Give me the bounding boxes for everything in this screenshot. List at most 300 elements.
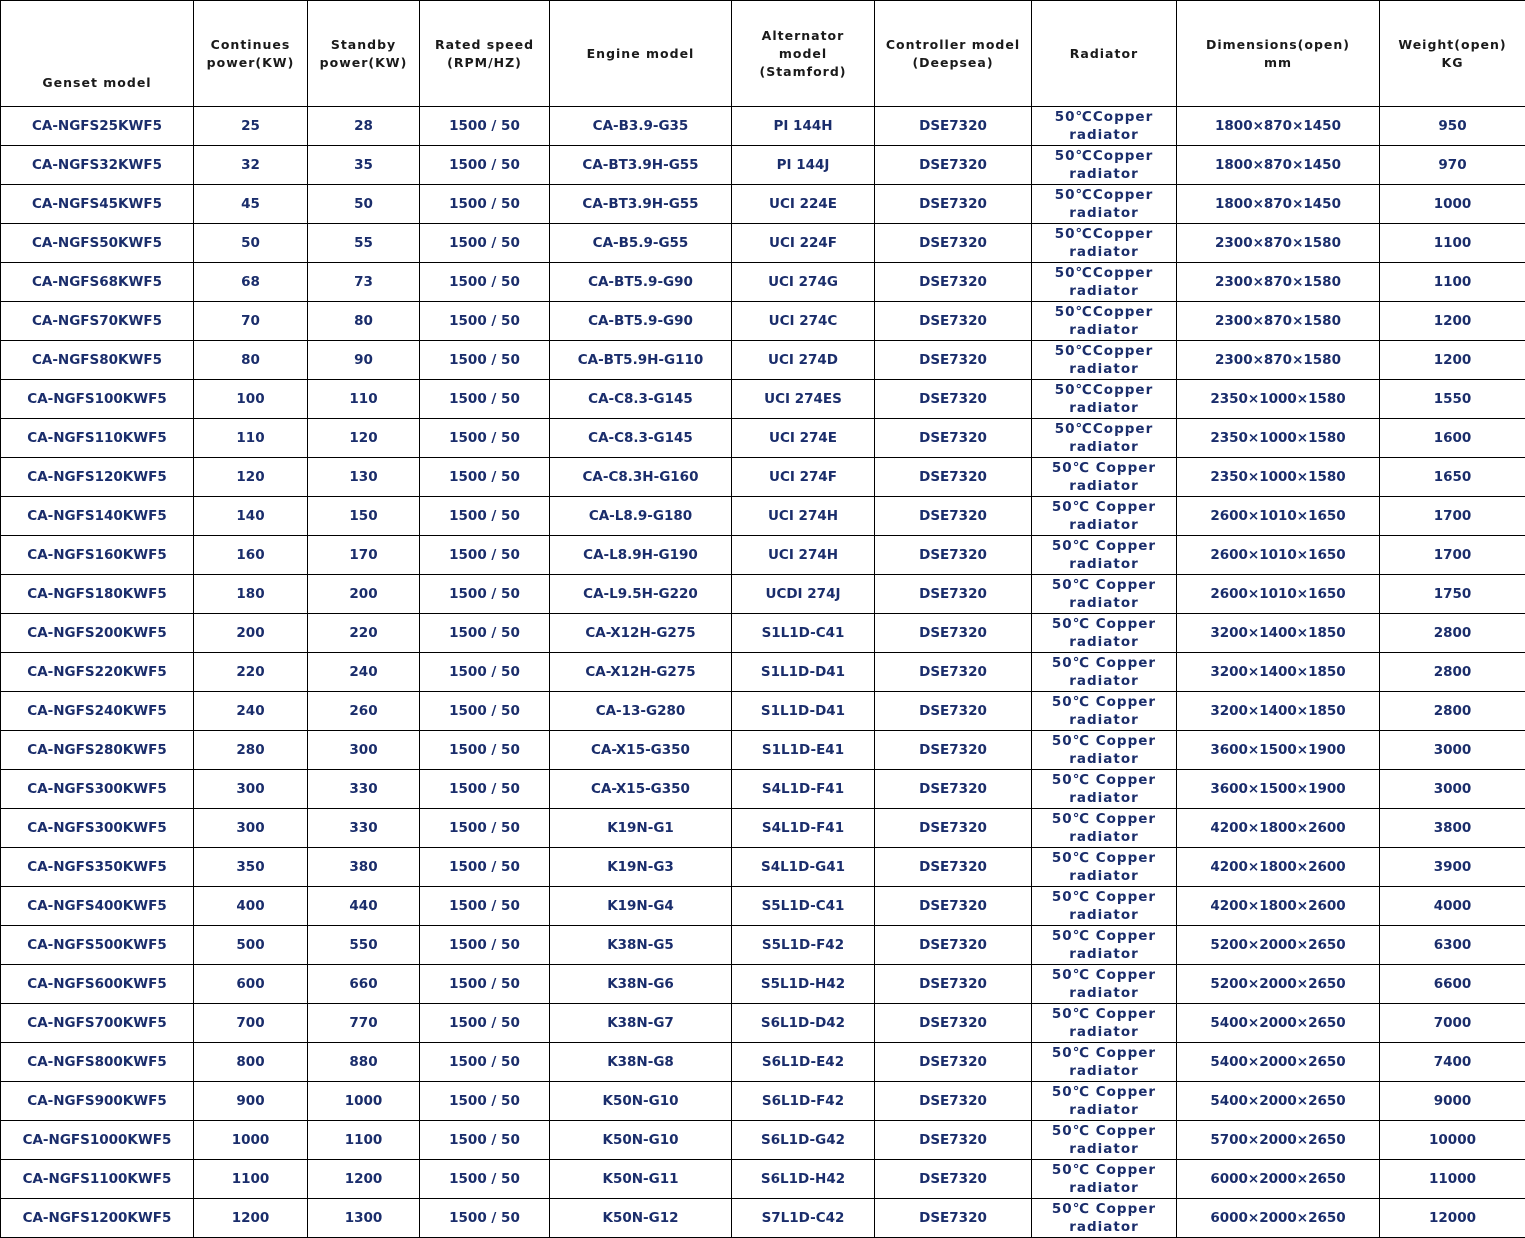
table-row <box>1 341 1525 380</box>
cell-radiator: 50℃ Copper radiator <box>1032 1004 1177 1043</box>
cell-alternator-model: UCI 274E <box>732 419 875 458</box>
cell-rated-speed: 1500 / 50 <box>420 497 550 536</box>
cell-radiator: 50℃ Copper radiator <box>1032 1043 1177 1082</box>
cell-controller-model: DSE7320 <box>875 224 1032 263</box>
cell-continues-power: 350 <box>194 848 308 887</box>
cell-genset-model: CA-NGFS280KWF5 <box>1 731 194 770</box>
cell-dimensions: 1800×870×1450 <box>1177 146 1380 185</box>
table-row <box>1 653 1525 692</box>
cell-dimensions: 5400×2000×2650 <box>1177 1043 1380 1082</box>
cell-controller-model: DSE7320 <box>875 185 1032 224</box>
cell-dimensions: 5400×2000×2650 <box>1177 1082 1380 1121</box>
cell-radiator: 50℃Copper radiator <box>1032 380 1177 419</box>
cell-alternator-model: S4L1D-F41 <box>732 809 875 848</box>
cell-weight: 950 <box>1380 107 1525 146</box>
cell-controller-model: DSE7320 <box>875 770 1032 809</box>
cell-alternator-model: UCI 274G <box>732 263 875 302</box>
table-row <box>1 1082 1525 1121</box>
table-row <box>1 731 1525 770</box>
cell-standby-power: 440 <box>308 887 420 926</box>
cell-weight: 3800 <box>1380 809 1525 848</box>
cell-controller-model: DSE7320 <box>875 614 1032 653</box>
table-row <box>1 380 1525 419</box>
cell-standby-power: 150 <box>308 497 420 536</box>
cell-weight: 7400 <box>1380 1043 1525 1082</box>
cell-controller-model: DSE7320 <box>875 107 1032 146</box>
cell-radiator: 50℃ Copper radiator <box>1032 887 1177 926</box>
table-row <box>1 848 1525 887</box>
cell-radiator: 50℃ Copper radiator <box>1032 848 1177 887</box>
table-row <box>1 1043 1525 1082</box>
table-row <box>1 107 1525 146</box>
cell-rated-speed: 1500 / 50 <box>420 1160 550 1199</box>
cell-standby-power: 220 <box>308 614 420 653</box>
cell-alternator-model: S5L1D-H42 <box>732 965 875 1004</box>
cell-continues-power: 220 <box>194 653 308 692</box>
cell-engine-model: CA-X15-G350 <box>550 731 732 770</box>
cell-radiator: 50℃ Copper radiator <box>1032 653 1177 692</box>
cell-continues-power: 900 <box>194 1082 308 1121</box>
cell-genset-model: CA-NGFS100KWF5 <box>1 380 194 419</box>
cell-alternator-model: S1L1D-C41 <box>732 614 875 653</box>
cell-alternator-model: PI 144J <box>732 146 875 185</box>
cell-continues-power: 1200 <box>194 1199 308 1238</box>
header-controller-model-line1: Controller model <box>875 36 1031 54</box>
cell-engine-model: CA-X15-G350 <box>550 770 732 809</box>
cell-rated-speed: 1500 / 50 <box>420 536 550 575</box>
header-weight-line1: Weight(open) <box>1380 36 1525 54</box>
cell-continues-power: 240 <box>194 692 308 731</box>
cell-rated-speed: 1500 / 50 <box>420 1121 550 1160</box>
header-continues-power-line2: power(KW) <box>194 54 307 72</box>
cell-alternator-model: S7L1D-C42 <box>732 1199 875 1238</box>
cell-dimensions: 1800×870×1450 <box>1177 107 1380 146</box>
cell-engine-model: K50N-G10 <box>550 1121 732 1160</box>
cell-continues-power: 120 <box>194 458 308 497</box>
cell-engine-model: CA-BT3.9H-G55 <box>550 146 732 185</box>
cell-rated-speed: 1500 / 50 <box>420 458 550 497</box>
cell-rated-speed: 1500 / 50 <box>420 887 550 926</box>
table-row <box>1 1199 1525 1238</box>
header-rated-speed-line2: (RPM/HZ) <box>420 54 549 72</box>
cell-genset-model: CA-NGFS400KWF5 <box>1 887 194 926</box>
cell-standby-power: 1000 <box>308 1082 420 1121</box>
table-row <box>1 263 1525 302</box>
cell-engine-model: CA-X12H-G275 <box>550 614 732 653</box>
cell-dimensions: 5400×2000×2650 <box>1177 1004 1380 1043</box>
cell-weight: 1200 <box>1380 341 1525 380</box>
cell-dimensions: 3200×1400×1850 <box>1177 614 1380 653</box>
cell-radiator: 50℃Copper radiator <box>1032 302 1177 341</box>
cell-alternator-model: UCI 274F <box>732 458 875 497</box>
cell-standby-power: 35 <box>308 146 420 185</box>
cell-controller-model: DSE7320 <box>875 419 1032 458</box>
cell-controller-model: DSE7320 <box>875 848 1032 887</box>
cell-controller-model: DSE7320 <box>875 1199 1032 1238</box>
cell-controller-model: DSE7320 <box>875 1043 1032 1082</box>
cell-rated-speed: 1500 / 50 <box>420 341 550 380</box>
header-continues-power-line1: Continues <box>194 36 307 54</box>
cell-alternator-model: S1L1D-D41 <box>732 692 875 731</box>
cell-dimensions: 3600×1500×1900 <box>1177 731 1380 770</box>
cell-standby-power: 550 <box>308 926 420 965</box>
cell-genset-model: CA-NGFS800KWF5 <box>1 1043 194 1082</box>
cell-engine-model: CA-BT5.9H-G110 <box>550 341 732 380</box>
cell-controller-model: DSE7320 <box>875 380 1032 419</box>
table-row <box>1 809 1525 848</box>
table-row <box>1 146 1525 185</box>
cell-weight: 1700 <box>1380 536 1525 575</box>
cell-engine-model: CA-BT3.9H-G55 <box>550 185 732 224</box>
header-standby-power-line1: Standby <box>308 36 419 54</box>
cell-controller-model: DSE7320 <box>875 1082 1032 1121</box>
cell-genset-model: CA-NGFS220KWF5 <box>1 653 194 692</box>
cell-alternator-model: S5L1D-C41 <box>732 887 875 926</box>
cell-radiator: 50℃ Copper radiator <box>1032 770 1177 809</box>
cell-controller-model: DSE7320 <box>875 809 1032 848</box>
cell-dimensions: 2300×870×1580 <box>1177 224 1380 263</box>
cell-alternator-model: S5L1D-F42 <box>732 926 875 965</box>
cell-weight: 1100 <box>1380 263 1525 302</box>
cell-continues-power: 600 <box>194 965 308 1004</box>
cell-rated-speed: 1500 / 50 <box>420 1043 550 1082</box>
cell-radiator: 50℃Copper radiator <box>1032 224 1177 263</box>
cell-genset-model: CA-NGFS70KWF5 <box>1 302 194 341</box>
cell-rated-speed: 1500 / 50 <box>420 224 550 263</box>
cell-alternator-model: UCI 274C <box>732 302 875 341</box>
cell-controller-model: DSE7320 <box>875 146 1032 185</box>
cell-controller-model: DSE7320 <box>875 1004 1032 1043</box>
cell-dimensions: 2350×1000×1580 <box>1177 380 1380 419</box>
cell-rated-speed: 1500 / 50 <box>420 653 550 692</box>
cell-controller-model: DSE7320 <box>875 458 1032 497</box>
cell-weight: 2800 <box>1380 614 1525 653</box>
cell-continues-power: 500 <box>194 926 308 965</box>
cell-standby-power: 120 <box>308 419 420 458</box>
header-alternator-model-line1: Alternator <box>732 27 874 45</box>
cell-controller-model: DSE7320 <box>875 341 1032 380</box>
table-row <box>1 497 1525 536</box>
cell-dimensions: 6000×2000×2650 <box>1177 1199 1380 1238</box>
cell-engine-model: K38N-G8 <box>550 1043 732 1082</box>
header-radiator <box>1032 1 1177 107</box>
cell-standby-power: 200 <box>308 575 420 614</box>
cell-rated-speed: 1500 / 50 <box>420 692 550 731</box>
cell-continues-power: 140 <box>194 497 308 536</box>
cell-genset-model: CA-NGFS110KWF5 <box>1 419 194 458</box>
table-row <box>1 926 1525 965</box>
cell-radiator: 50℃Copper radiator <box>1032 341 1177 380</box>
cell-genset-model: CA-NGFS200KWF5 <box>1 614 194 653</box>
cell-dimensions: 4200×1800×2600 <box>1177 887 1380 926</box>
cell-radiator: 50℃Copper radiator <box>1032 107 1177 146</box>
table-row <box>1 887 1525 926</box>
cell-continues-power: 1000 <box>194 1121 308 1160</box>
header-continues-power <box>194 1 308 107</box>
cell-engine-model: CA-L9.5H-G220 <box>550 575 732 614</box>
cell-radiator: 50℃ Copper radiator <box>1032 497 1177 536</box>
cell-alternator-model: S6L1D-H42 <box>732 1160 875 1199</box>
header-radiator-label: Radiator <box>1070 46 1138 61</box>
cell-dimensions: 2350×1000×1580 <box>1177 458 1380 497</box>
cell-dimensions: 3200×1400×1850 <box>1177 653 1380 692</box>
cell-alternator-model: UCI 274H <box>732 536 875 575</box>
header-rated-speed-line1: Rated speed <box>420 36 549 54</box>
cell-dimensions: 5200×2000×2650 <box>1177 965 1380 1004</box>
cell-radiator: 50℃ Copper radiator <box>1032 1082 1177 1121</box>
cell-genset-model: CA-NGFS500KWF5 <box>1 926 194 965</box>
cell-engine-model: K19N-G4 <box>550 887 732 926</box>
header-genset-model <box>1 1 194 107</box>
cell-controller-model: DSE7320 <box>875 926 1032 965</box>
cell-continues-power: 700 <box>194 1004 308 1043</box>
cell-engine-model: K38N-G7 <box>550 1004 732 1043</box>
cell-continues-power: 160 <box>194 536 308 575</box>
header-weight-line2: KG <box>1380 54 1525 72</box>
cell-rated-speed: 1500 / 50 <box>420 302 550 341</box>
header-dimensions-line1: Dimensions(open) <box>1177 36 1379 54</box>
cell-dimensions: 6000×2000×2650 <box>1177 1160 1380 1199</box>
cell-dimensions: 5200×2000×2650 <box>1177 926 1380 965</box>
cell-rated-speed: 1500 / 50 <box>420 1199 550 1238</box>
table-row <box>1 614 1525 653</box>
cell-weight: 1000 <box>1380 185 1525 224</box>
cell-radiator: 50℃ Copper radiator <box>1032 809 1177 848</box>
cell-weight: 3000 <box>1380 770 1525 809</box>
cell-weight: 1600 <box>1380 419 1525 458</box>
header-controller-model <box>875 1 1032 107</box>
cell-standby-power: 880 <box>308 1043 420 1082</box>
cell-engine-model: CA-L8.9H-G190 <box>550 536 732 575</box>
cell-continues-power: 300 <box>194 770 308 809</box>
cell-engine-model: K50N-G12 <box>550 1199 732 1238</box>
cell-weight: 1100 <box>1380 224 1525 263</box>
cell-genset-model: CA-NGFS600KWF5 <box>1 965 194 1004</box>
cell-standby-power: 660 <box>308 965 420 1004</box>
cell-continues-power: 800 <box>194 1043 308 1082</box>
cell-standby-power: 130 <box>308 458 420 497</box>
cell-dimensions: 2350×1000×1580 <box>1177 419 1380 458</box>
table-row <box>1 770 1525 809</box>
cell-genset-model: CA-NGFS240KWF5 <box>1 692 194 731</box>
cell-engine-model: CA-X12H-G275 <box>550 653 732 692</box>
header-alternator-model <box>732 1 875 107</box>
cell-dimensions: 2600×1010×1650 <box>1177 497 1380 536</box>
cell-radiator: 50℃ Copper radiator <box>1032 575 1177 614</box>
cell-genset-model: CA-NGFS140KWF5 <box>1 497 194 536</box>
cell-genset-model: CA-NGFS1000KWF5 <box>1 1121 194 1160</box>
header-row <box>1 1 1525 107</box>
cell-engine-model: CA-C8.3-G145 <box>550 419 732 458</box>
cell-engine-model: K50N-G11 <box>550 1160 732 1199</box>
cell-radiator: 50℃ Copper radiator <box>1032 458 1177 497</box>
cell-rated-speed: 1500 / 50 <box>420 1082 550 1121</box>
cell-continues-power: 110 <box>194 419 308 458</box>
cell-engine-model: CA-BT5.9-G90 <box>550 263 732 302</box>
table-row <box>1 1121 1525 1160</box>
cell-engine-model: K38N-G5 <box>550 926 732 965</box>
cell-genset-model: CA-NGFS1100KWF5 <box>1 1160 194 1199</box>
cell-continues-power: 280 <box>194 731 308 770</box>
table-row <box>1 419 1525 458</box>
cell-standby-power: 300 <box>308 731 420 770</box>
cell-dimensions: 3600×1500×1900 <box>1177 770 1380 809</box>
table-row <box>1 575 1525 614</box>
cell-continues-power: 25 <box>194 107 308 146</box>
cell-genset-model: CA-NGFS900KWF5 <box>1 1082 194 1121</box>
cell-genset-model: CA-NGFS120KWF5 <box>1 458 194 497</box>
cell-rated-speed: 1500 / 50 <box>420 146 550 185</box>
cell-engine-model: CA-B3.9-G35 <box>550 107 732 146</box>
cell-rated-speed: 1500 / 50 <box>420 1004 550 1043</box>
cell-standby-power: 1300 <box>308 1199 420 1238</box>
cell-continues-power: 180 <box>194 575 308 614</box>
cell-radiator: 50℃ Copper radiator <box>1032 1199 1177 1238</box>
cell-controller-model: DSE7320 <box>875 1160 1032 1199</box>
cell-alternator-model: S4L1D-G41 <box>732 848 875 887</box>
cell-alternator-model: UCI 224F <box>732 224 875 263</box>
cell-weight: 2800 <box>1380 653 1525 692</box>
cell-continues-power: 45 <box>194 185 308 224</box>
cell-controller-model: DSE7320 <box>875 731 1032 770</box>
header-alternator-model-line3: (Stamford) <box>732 63 874 81</box>
cell-standby-power: 170 <box>308 536 420 575</box>
cell-rated-speed: 1500 / 50 <box>420 185 550 224</box>
cell-rated-speed: 1500 / 50 <box>420 380 550 419</box>
cell-weight: 3900 <box>1380 848 1525 887</box>
cell-radiator: 50℃ Copper radiator <box>1032 731 1177 770</box>
cell-rated-speed: 1500 / 50 <box>420 926 550 965</box>
cell-engine-model: CA-C8.3-G145 <box>550 380 732 419</box>
cell-genset-model: CA-NGFS300KWF5 <box>1 809 194 848</box>
cell-dimensions: 4200×1800×2600 <box>1177 809 1380 848</box>
cell-radiator: 50℃Copper radiator <box>1032 263 1177 302</box>
cell-standby-power: 55 <box>308 224 420 263</box>
cell-dimensions: 2300×870×1580 <box>1177 263 1380 302</box>
header-genset-model-label: Genset model <box>42 75 151 90</box>
cell-alternator-model: UCI 224E <box>732 185 875 224</box>
cell-dimensions: 2300×870×1580 <box>1177 341 1380 380</box>
cell-continues-power: 400 <box>194 887 308 926</box>
cell-weight: 1750 <box>1380 575 1525 614</box>
cell-genset-model: CA-NGFS700KWF5 <box>1 1004 194 1043</box>
header-dimensions <box>1177 1 1380 107</box>
cell-genset-model: CA-NGFS180KWF5 <box>1 575 194 614</box>
table-row <box>1 458 1525 497</box>
cell-genset-model: CA-NGFS1200KWF5 <box>1 1199 194 1238</box>
cell-standby-power: 90 <box>308 341 420 380</box>
cell-rated-speed: 1500 / 50 <box>420 614 550 653</box>
cell-standby-power: 770 <box>308 1004 420 1043</box>
cell-controller-model: DSE7320 <box>875 653 1032 692</box>
header-standby-power <box>308 1 420 107</box>
cell-controller-model: DSE7320 <box>875 887 1032 926</box>
cell-alternator-model: S6L1D-D42 <box>732 1004 875 1043</box>
cell-engine-model: CA-C8.3H-G160 <box>550 458 732 497</box>
cell-controller-model: DSE7320 <box>875 497 1032 536</box>
cell-controller-model: DSE7320 <box>875 263 1032 302</box>
cell-rated-speed: 1500 / 50 <box>420 575 550 614</box>
cell-weight: 12000 <box>1380 1199 1525 1238</box>
cell-rated-speed: 1500 / 50 <box>420 848 550 887</box>
cell-weight: 970 <box>1380 146 1525 185</box>
header-alternator-model-line2: model <box>732 45 874 63</box>
cell-engine-model: K50N-G10 <box>550 1082 732 1121</box>
table-row <box>1 302 1525 341</box>
cell-controller-model: DSE7320 <box>875 692 1032 731</box>
cell-weight: 3000 <box>1380 731 1525 770</box>
table-body <box>1 107 1525 1238</box>
cell-radiator: 50℃ Copper radiator <box>1032 692 1177 731</box>
cell-alternator-model: UCI 274ES <box>732 380 875 419</box>
cell-controller-model: DSE7320 <box>875 302 1032 341</box>
header-standby-power-line2: power(KW) <box>308 54 419 72</box>
cell-engine-model: K38N-G6 <box>550 965 732 1004</box>
cell-standby-power: 240 <box>308 653 420 692</box>
cell-alternator-model: S6L1D-F42 <box>732 1082 875 1121</box>
cell-genset-model: CA-NGFS32KWF5 <box>1 146 194 185</box>
cell-alternator-model: S6L1D-E42 <box>732 1043 875 1082</box>
cell-rated-speed: 1500 / 50 <box>420 263 550 302</box>
table-row <box>1 692 1525 731</box>
cell-standby-power: 50 <box>308 185 420 224</box>
cell-engine-model: CA-13-G280 <box>550 692 732 731</box>
cell-engine-model: CA-L8.9-G180 <box>550 497 732 536</box>
cell-weight: 1200 <box>1380 302 1525 341</box>
cell-dimensions: 1800×870×1450 <box>1177 185 1380 224</box>
cell-genset-model: CA-NGFS68KWF5 <box>1 263 194 302</box>
cell-continues-power: 300 <box>194 809 308 848</box>
cell-rated-speed: 1500 / 50 <box>420 731 550 770</box>
table-row <box>1 224 1525 263</box>
cell-dimensions: 2600×1010×1650 <box>1177 536 1380 575</box>
table-row <box>1 1160 1525 1199</box>
header-dimensions-line2: mm <box>1177 54 1379 72</box>
header-rated-speed <box>420 1 550 107</box>
cell-engine-model: K19N-G3 <box>550 848 732 887</box>
cell-radiator: 50℃ Copper radiator <box>1032 614 1177 653</box>
cell-engine-model: K19N-G1 <box>550 809 732 848</box>
cell-weight: 4000 <box>1380 887 1525 926</box>
cell-rated-speed: 1500 / 50 <box>420 419 550 458</box>
cell-standby-power: 1200 <box>308 1160 420 1199</box>
cell-standby-power: 80 <box>308 302 420 341</box>
cell-weight: 1650 <box>1380 458 1525 497</box>
cell-controller-model: DSE7320 <box>875 965 1032 1004</box>
cell-weight: 7000 <box>1380 1004 1525 1043</box>
cell-alternator-model: UCI 274H <box>732 497 875 536</box>
cell-weight: 6300 <box>1380 926 1525 965</box>
cell-genset-model: CA-NGFS350KWF5 <box>1 848 194 887</box>
cell-controller-model: DSE7320 <box>875 1121 1032 1160</box>
header-controller-model-line2: (Deepsea) <box>875 54 1031 72</box>
header-engine-model <box>550 1 732 107</box>
cell-standby-power: 330 <box>308 770 420 809</box>
cell-weight: 1550 <box>1380 380 1525 419</box>
cell-standby-power: 380 <box>308 848 420 887</box>
cell-radiator: 50℃ Copper radiator <box>1032 965 1177 1004</box>
cell-continues-power: 32 <box>194 146 308 185</box>
cell-continues-power: 68 <box>194 263 308 302</box>
cell-engine-model: CA-BT5.9-G90 <box>550 302 732 341</box>
cell-dimensions: 2300×870×1580 <box>1177 302 1380 341</box>
cell-radiator: 50℃ Copper radiator <box>1032 1121 1177 1160</box>
cell-alternator-model: UCDI 274J <box>732 575 875 614</box>
cell-controller-model: DSE7320 <box>875 536 1032 575</box>
cell-genset-model: CA-NGFS160KWF5 <box>1 536 194 575</box>
cell-radiator: 50℃ Copper radiator <box>1032 536 1177 575</box>
cell-radiator: 50℃ Copper radiator <box>1032 1160 1177 1199</box>
